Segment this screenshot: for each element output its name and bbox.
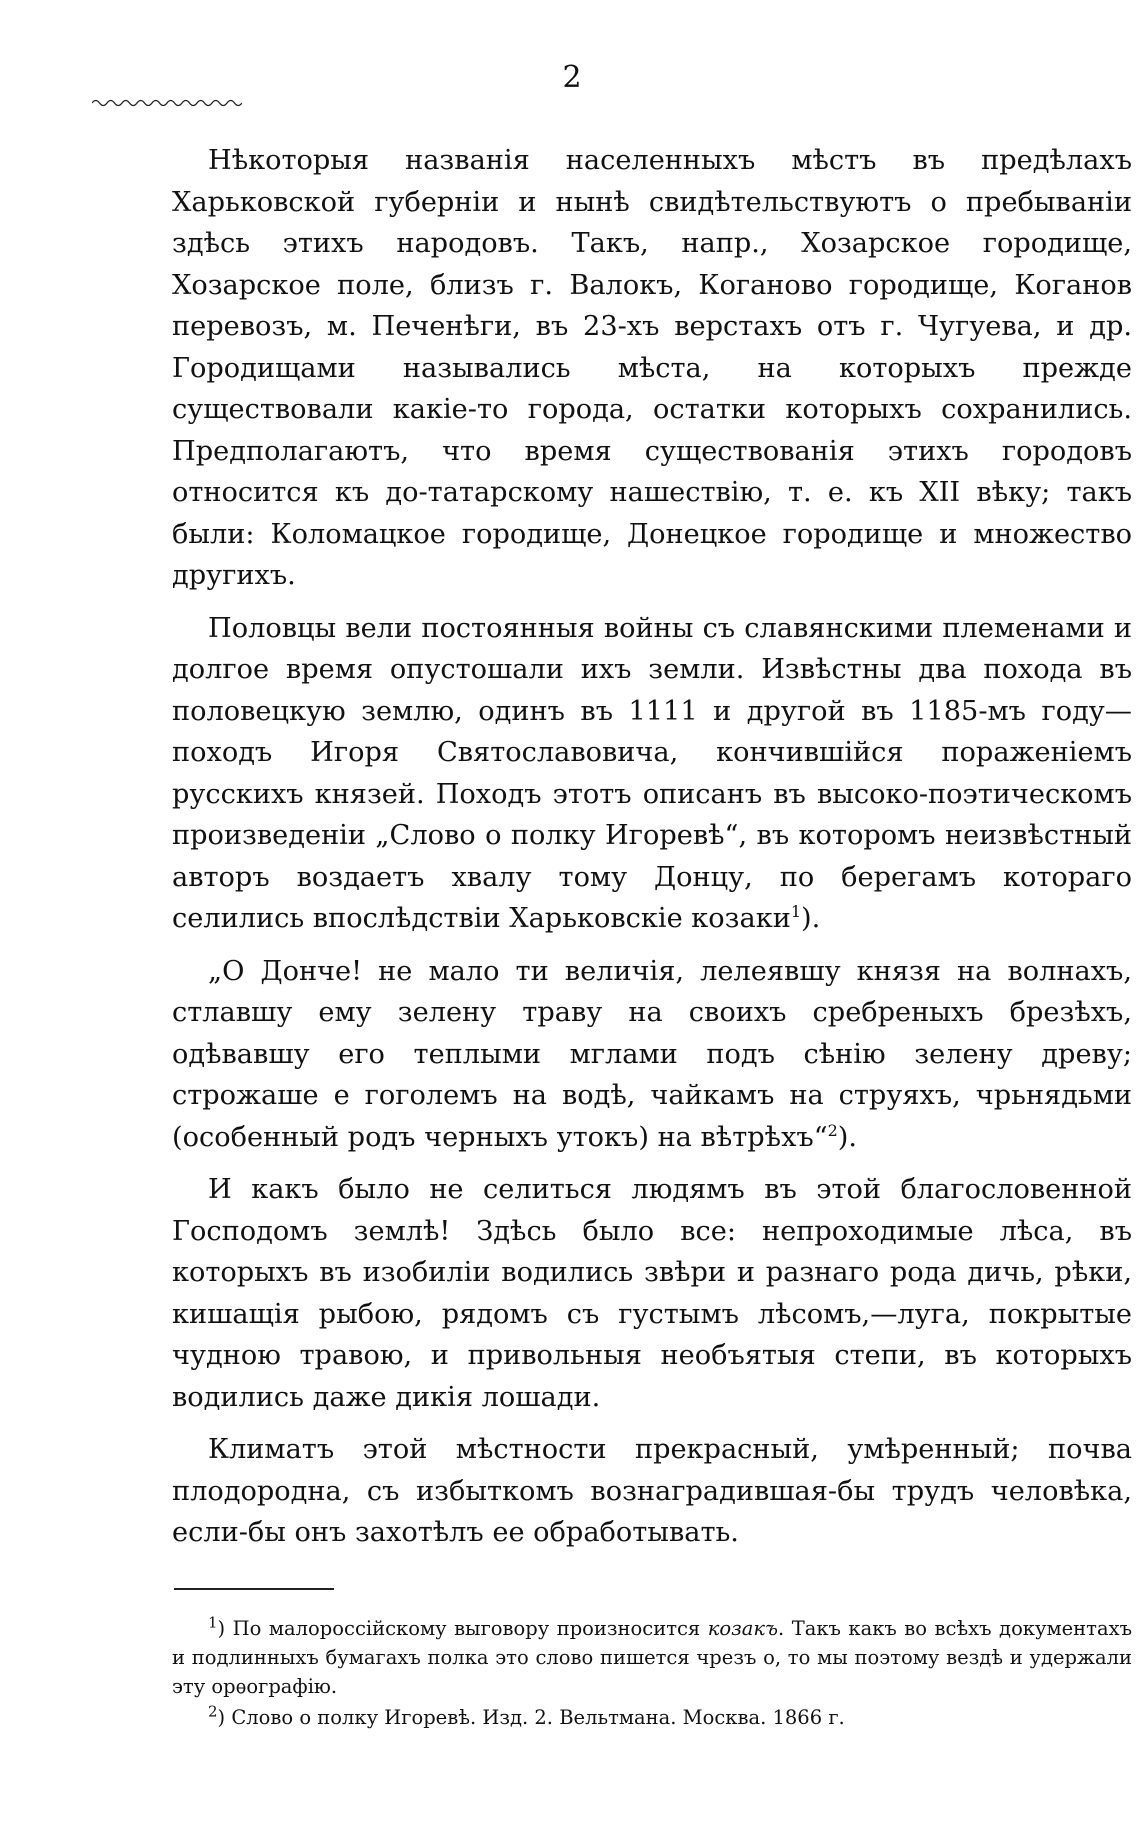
- paragraph-2: [172, 608, 1132, 940]
- paragraph-3-text: „О Донче! не мало ти величія, лелеявшу князя на волнахъ, стлавшу ему зелену траву на своихъ сребреныхъ брезѣхъ, одѣвавшу его теплыми мглами подъ сѣнію зелену древу; строжаше е гоголемъ на водѣ, чайкамъ на струяхъ, чрьнядьми (особенный родъ черныхъ утокъ) на вѣтрѣхъ“: [172, 955, 1132, 1153]
- footnote-1-text: ) По малороссійскому выговору произносится: [217, 1616, 708, 1640]
- footnote-ref-2[interactable]: 2: [827, 1120, 838, 1140]
- page: [172, 60, 1132, 1732]
- footnote-2: [172, 1703, 1132, 1732]
- paragraph-3-tail: ).: [837, 1121, 858, 1153]
- footnote-1-tail: . Такъ какъ во всѣхъ документахъ и подлинныхъ бумагахъ полка это слово пишется чрезъ о, то мы поэтому вездѣ и удержали эту орѳографію.: [172, 1616, 1132, 1698]
- footnote-1-italic: козакъ: [707, 1616, 778, 1640]
- paragraph-4: И какъ было не селиться людямъ въ этой благословенной Господомъ землѣ! Здѣсь было все: непроходимые лѣса, въ которыхъ въ изобиліи водились звѣри и разнаго рода дичь, рѣки, кишащія рыбою, рядомъ съ густымъ лѣсомъ,—луга, покрытые чудною травою, и привольныя необъятыя степи, въ которыхъ водились даже дикія лошади.: [172, 1174, 1132, 1413]
- paragraph-1: Нѣкоторыя названія населенныхъ мѣстъ въ предѣлахъ Харьковской губерніи и нынѣ свидѣтельствуютъ о пребываніи здѣсь этихъ народовъ. Такъ, напр., Хозарское городище, Хозарское поле, близъ г. Валокъ, Коганово городище, Коганов перевозъ, м. Печенѣги, въ 23-хъ верстахъ отъ г. Чугуева, и др. Городищами назывались мѣста, на которыхъ прежде существовали какіе-то города, остатки которыхъ сохранились. Предполагаютъ, что время существованія этихъ городовъ относится къ до-татарскому нашествію, т. е. къ XII вѣку; такъ были: Коломацкое городище, Донецкое городище и множество другихъ.: [172, 145, 1132, 591]
- wavy-ornament-icon: [92, 98, 242, 108]
- footnote-1: [172, 1614, 1132, 1701]
- paragraph-3-quote: [172, 951, 1132, 1159]
- footnote-1-marker: 1: [208, 1613, 218, 1631]
- paragraph-5: Климатъ этой мѣстности прекрасный, умѣренный; почва плодородна, съ избыткомъ вознаградившая-бы трудъ человѣка, если-бы онъ захотѣлъ ее обработывать.: [172, 1434, 1132, 1548]
- footnote-divider: [174, 1588, 334, 1590]
- paragraph-2-text: Половцы вели постоянныя войны съ славянскими племенами и долгое время опустошали ихъ земли. Извѣстны два похода въ половецкую землю, одинъ въ 1111 и другой въ 1185-мъ году—походъ Игоря Святославовича, кончившійся пораженіемъ русскихъ князей. Походъ этотъ описанъ въ высоко-поэтическомъ произведеніи „Слово о полку Игоревѣ“, въ которомъ неизвѣстный авторъ воздаетъ хвалу тому Донцу, по берегамъ котораго селились впослѣдствіи Харьковскіе козаки: [172, 612, 1132, 934]
- footnote-ref-1[interactable]: 1: [790, 901, 802, 921]
- footnote-2-text: ) Слово о полку Игоревѣ. Изд. 2. Вельтмана. Москва. 1866 г.: [217, 1705, 845, 1729]
- footnote-2-marker: 2: [208, 1702, 218, 1720]
- page-number: 2: [562, 60, 582, 95]
- paragraph-2-tail: ).: [801, 903, 821, 934]
